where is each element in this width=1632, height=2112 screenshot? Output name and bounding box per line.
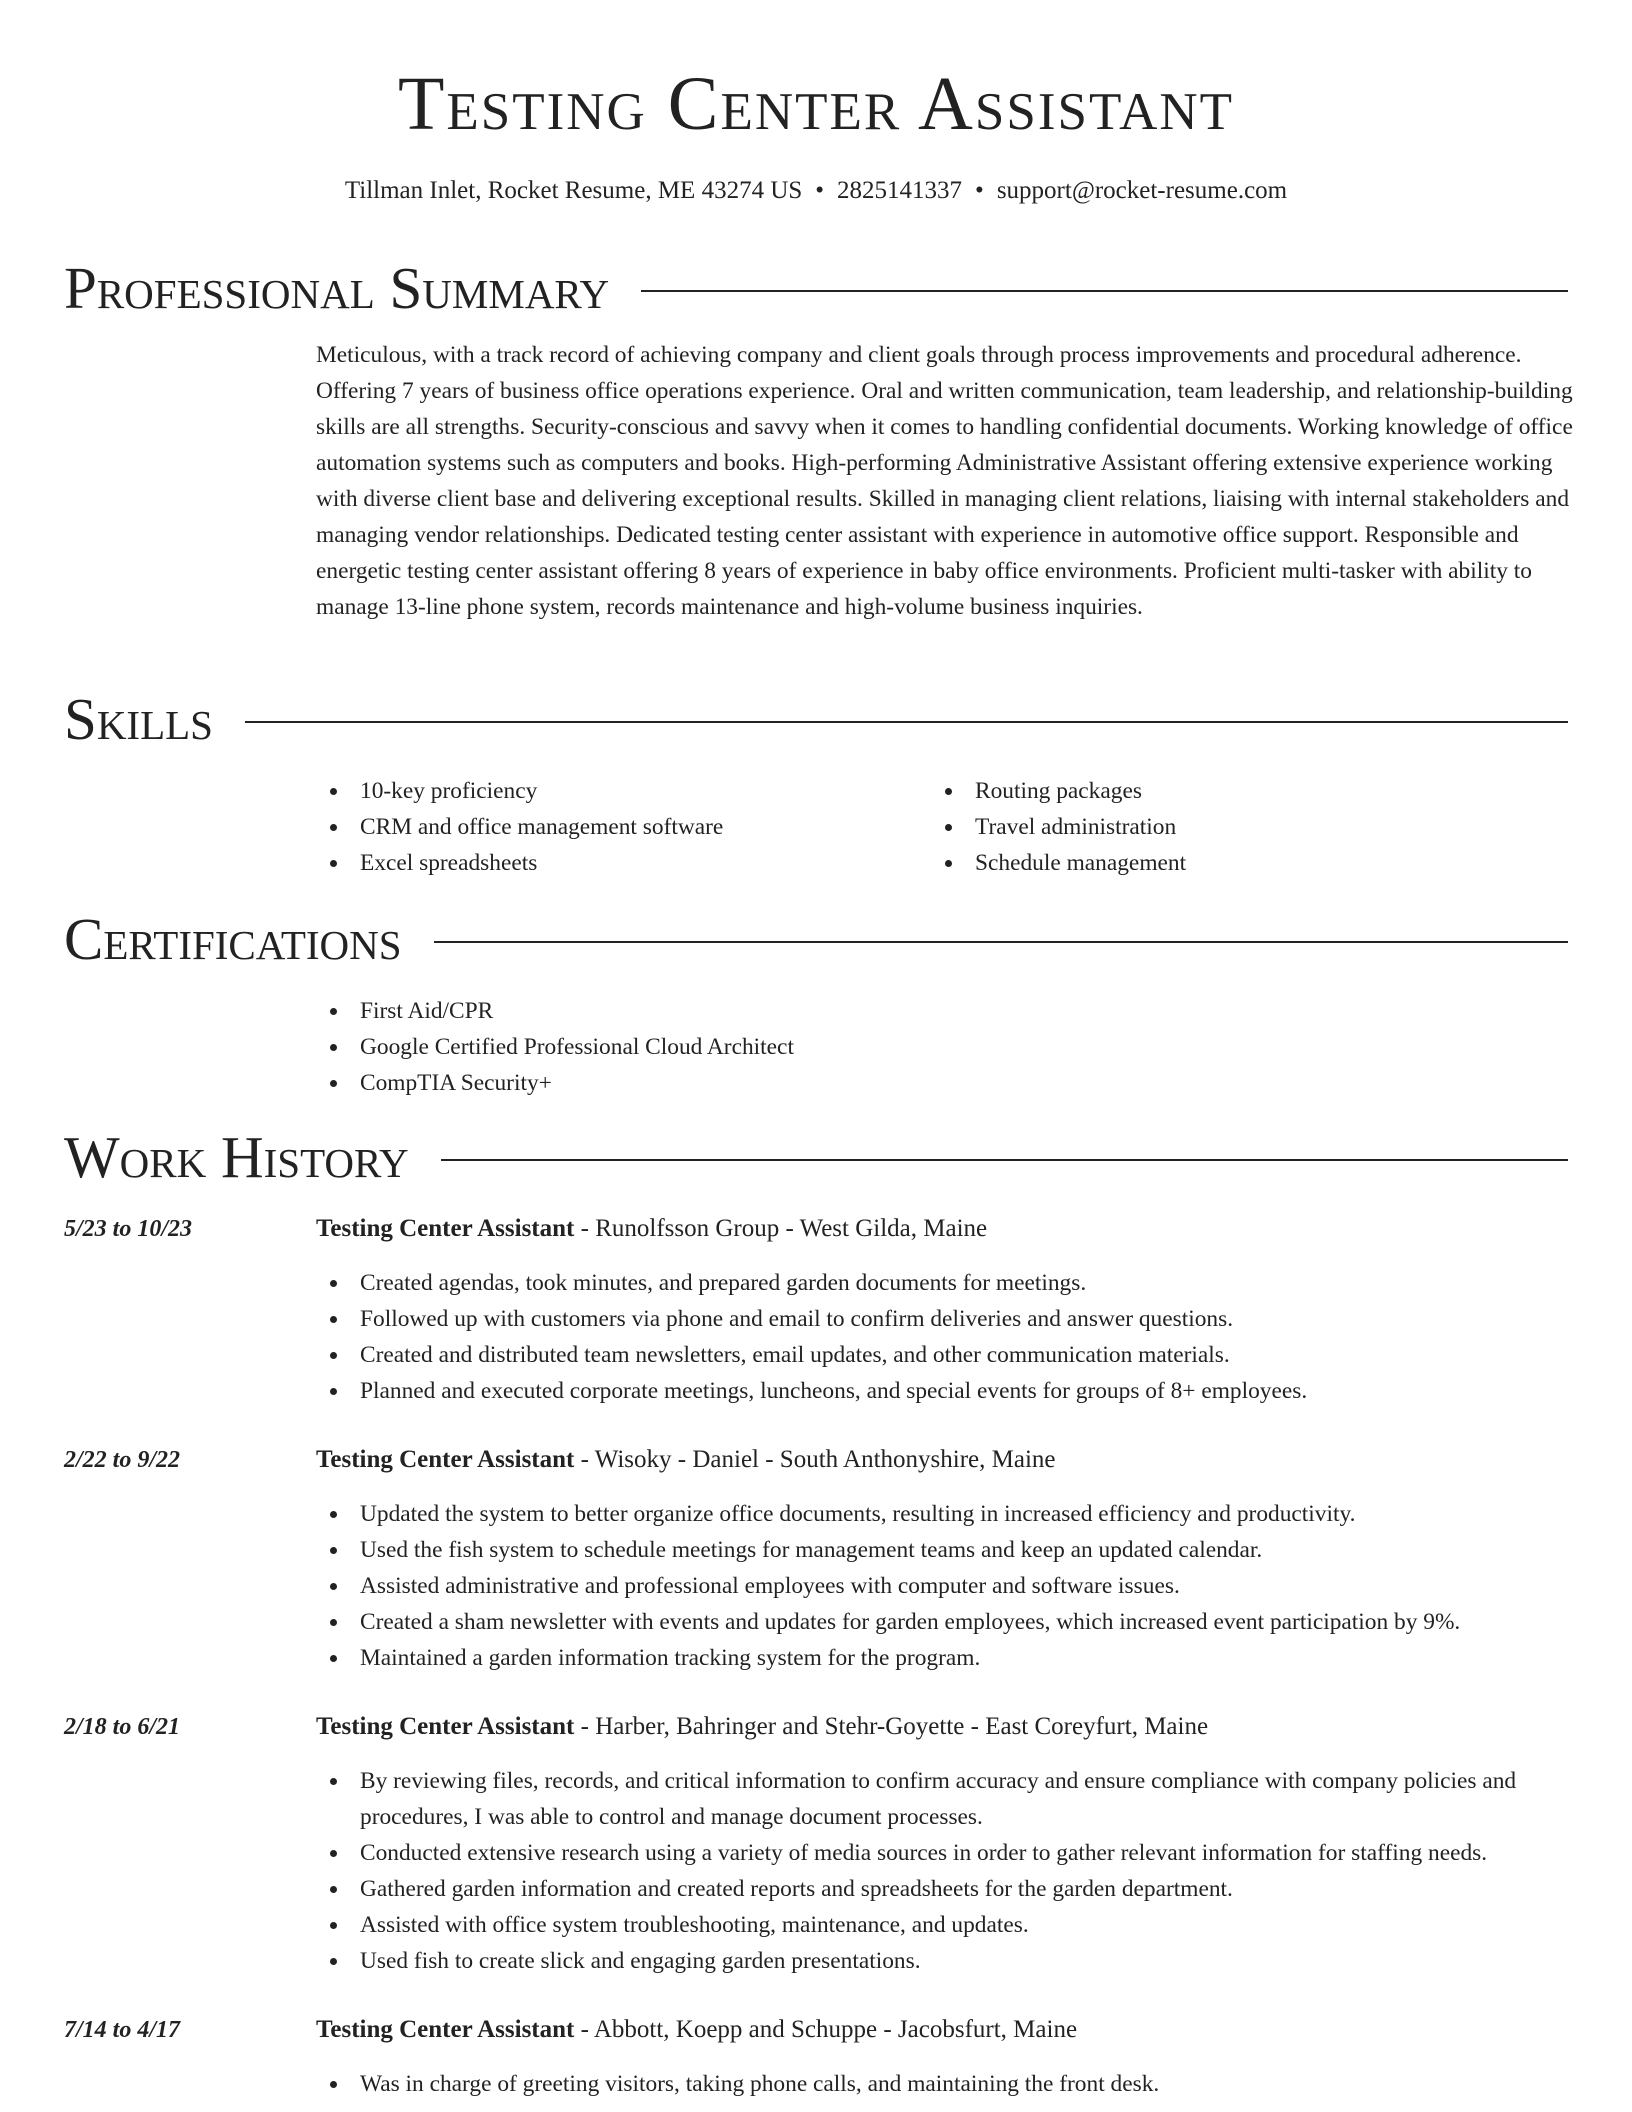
job-bullet: Assisted with office system troubleshooting, maintenance, and updates. [316, 1907, 1574, 1943]
resume-title: Testing Center Assistant [397, 62, 1235, 146]
skills-section-header [64, 687, 1568, 751]
contact-separator: • [815, 177, 825, 204]
contact-separator: • [975, 177, 984, 204]
skill-item: Excel spreadsheets [316, 845, 916, 881]
work-history-heading: Work History [64, 1124, 409, 1190]
certification-item: CompTIA Security+ [316, 1065, 1216, 1101]
job-bullet: Updated the system to better organize office documents, resulting in increased efficiency and productivity. [316, 1496, 1574, 1532]
skill-item: Travel administration [931, 809, 1531, 845]
job-heading [316, 2012, 1077, 2048]
skill-item: Schedule management [931, 845, 1531, 881]
job-role: Testing Center Assistant [316, 1446, 575, 1473]
job-bullet: Was in charge of greeting visitors, taking phone calls, and maintaining the front desk. [316, 2066, 1574, 2102]
job-bullet: Gathered garden information and created reports and spreadsheets for the garden department. [316, 1871, 1574, 1907]
skills-column-right [931, 773, 1531, 881]
certifications-heading: Certifications [64, 906, 402, 972]
certifications-block [316, 993, 1216, 1101]
job-bullet: Maintained a garden information tracking system for the program. [316, 1640, 1574, 1676]
job-bullet: Used the fish system to schedule meetings for management teams and keep an updated calendar. [316, 1532, 1574, 1568]
job-employer: - Harber, Bahringer and Stehr-Goyette - East Coreyfurt, Maine [574, 1713, 1209, 1740]
job-role: Testing Center Assistant [316, 1713, 575, 1740]
certifications-section-header [64, 907, 1568, 971]
skill-item: Routing packages [931, 773, 1531, 809]
job-heading [316, 1709, 1208, 1745]
job-dates: 7/14 to 4/17 [64, 2017, 181, 2043]
job-bullet: Conducted extensive research using a variety of media sources in order to gather relevant information for staffing needs. [316, 1835, 1574, 1871]
skill-item: CRM and office management software [316, 809, 916, 845]
job-dates: 5/23 to 10/23 [64, 1216, 193, 1242]
section-divider [434, 941, 1568, 943]
job-bullet: Created agendas, took minutes, and prepared garden documents for meetings. [316, 1265, 1574, 1301]
summary-heading: Professional Summary [64, 255, 610, 321]
job-dates: 2/22 to 9/22 [64, 1447, 181, 1473]
certification-item: Google Certified Professional Cloud Architect [316, 1029, 1216, 1065]
job-dates: 2/18 to 6/21 [64, 1714, 181, 1740]
certifications-list [316, 993, 1216, 1101]
job-bullets [316, 2066, 1574, 2102]
job-employer: - Wisoky - Daniel - South Anthonyshire, Maine [574, 1446, 1056, 1473]
contact-phone: 2825141337 [837, 177, 963, 204]
contact-line [0, 173, 1632, 209]
skills-heading: Skills [64, 686, 213, 752]
job-heading [316, 1211, 987, 1247]
skills-list-right [931, 773, 1531, 881]
job-employer: - Abbott, Koepp and Schuppe - Jacobsfurt, Maine [574, 2016, 1078, 2043]
job-heading [316, 1442, 1056, 1478]
job-bullets [316, 1265, 1574, 1409]
work-history-section-header [64, 1125, 1568, 1189]
skills-list-left [316, 773, 916, 881]
job-bullet: Assisted administrative and professional employees with computer and software issues. [316, 1568, 1574, 1604]
job-bullet: Followed up with customers via phone and email to confirm deliveries and answer questions. [316, 1301, 1574, 1337]
job-bullet: Planned and executed corporate meetings, luncheons, and special events for groups of 8+ employees. [316, 1373, 1574, 1409]
job-employer: - Runolfsson Group - West Gilda, Maine [574, 1215, 988, 1242]
section-divider [245, 721, 1568, 723]
job-bullet: Created a sham newsletter with events and updates for garden employees, which increased event participation by 9%. [316, 1604, 1574, 1640]
contact-email: support@rocket-resume.com [996, 177, 1288, 204]
section-divider [641, 290, 1568, 292]
job-bullets [316, 1496, 1574, 1676]
contact-address: Tillman Inlet, Rocket Resume, ME 43274 US [344, 177, 803, 204]
job-bullets [316, 1763, 1574, 1979]
certification-item: First Aid/CPR [316, 993, 1216, 1029]
section-divider [441, 1159, 1568, 1161]
job-role: Testing Center Assistant [316, 2016, 575, 2043]
job-bullet: By reviewing files, records, and critical information to confirm accuracy and ensure compliance with company policies and procedures, I was able to control and manage document processes. [316, 1763, 1574, 1835]
skills-column-left [316, 773, 916, 881]
job-role: Testing Center Assistant [316, 1215, 575, 1242]
job-bullet: Created and distributed team newsletters, email updates, and other communication materials. [316, 1337, 1574, 1373]
job-bullet: Used fish to create slick and engaging garden presentations. [316, 1943, 1574, 1979]
skill-item: 10-key proficiency [316, 773, 916, 809]
summary-text: Meticulous, with a track record of achieving company and client goals through process improvements and procedural adherence. Offering 7 years of business office operations experience. Oral and written communication, team leadership, and relationship-building skills are all strengths. Security-conscious and savvy when it comes to handling confidential documents. Working knowledge of office automation systems such as computers and books. High-performing Administrative Assistant offering extensive experience working with diverse client base and delivering exceptional results. Skilled in managing client relations, liaising with internal stakeholders and managing vendor relationships. Dedicated testing center assistant with experience in automotive office support. Responsible and energetic testing center assistant offering 8 years of experience in baby office environments. Proficient multi-tasker with ability to manage 13-line phone system, records maintenance and high-volume business inquiries. [316, 342, 1573, 620]
summary-section-header [64, 256, 1568, 320]
